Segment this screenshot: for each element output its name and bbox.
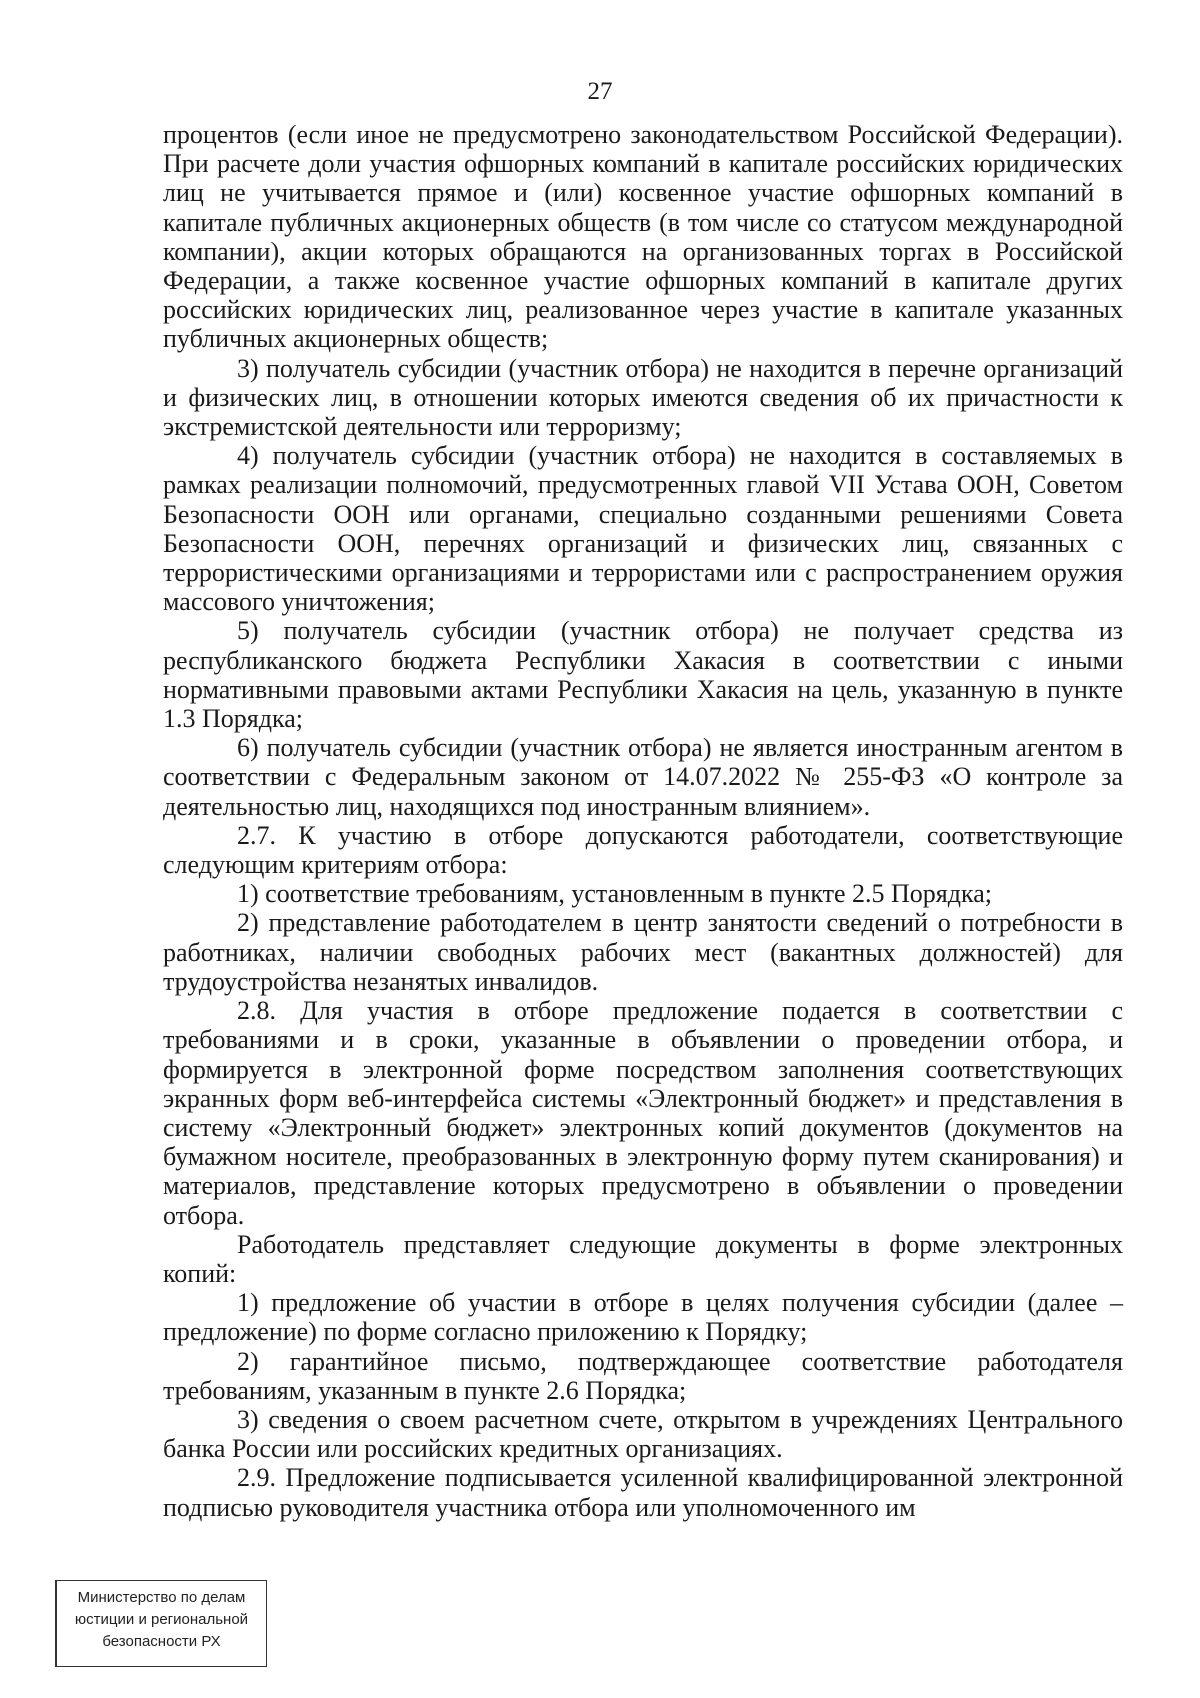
paragraph: 2.7. К участию в отборе допускаются работодатели, соответствующие следующим критериям отбора: [163,820,1123,880]
paragraph: 3) получатель субсидии (участник отбора) не находится в перечне организаций и физических лиц, в отношении которых имеются сведения об их причастности к экстремистской деятельности или терроризму; [163,353,1123,442]
paragraph: 3) сведения о своем расчетном счете, открытом в учреждениях Центрального банка России или российских кредитных организациях. [163,1404,1123,1464]
page-number: 27 [587,78,613,105]
paragraph: 2) представление работодателем в центр занятости сведений о потребности в работниках, наличии свободных рабочих мест (вакантных должностей) для трудоустройства незанятых инвалидов. [163,908,1123,996]
stamp-line: Министерство по делам [77,1589,246,1606]
paragraph: 6) получатель субсидии (участник отбора) не является иностранным агентом в соответствии с Федеральным законом от 14.07.2022 № 255-ФЗ «О контроле за деятельностью лиц, находящихся под иностранным влиянием». [163,733,1123,821]
paragraph: Работодатель представляет следующие документы в форме электронных копий: [163,1229,1123,1288]
paragraph: 1) предложение об участии в отборе в целях получения субсидии (далее – предложение) по форме согласно приложению к Порядку; [163,1288,1123,1347]
paragraph: 4) получатель субсидии (участник отбора) не находится в составляемых в рамках реализации полномочий, предусмотренных главой VII Устава ООН, Советом Безопасности ООН или органами, специально созданными решениями Совета Безопасности ООН, перечнях организаций и физических лиц, связанных с террористическими организациями и террористами или с распространением оружия массового уничтожения; [163,441,1123,617]
paragraph: процентов (если иное не предусмотрено законодательством Российской Федерации). При расчете доли участия офшорных компаний в капитале российских юридических лиц не учитывается прямое и (или) косвенное участие офшорных компаний в капитале публичных акционерных обществ (в том числе со статусом международной компании), акции которых обращаются на организованных торгах в Российской Федерации, а также косвенное участие офшорных компаний в капитале других российских юридических лиц, реализованное через участие в капитале указанных публичных акционерных обществ; [163,120,1123,354]
paragraph: 5) получатель субсидии (участник отбора) не получает средства из республиканского бюджета Республики Хакасия в соответствии с иными нормативными правовыми актами Республики Хакасия на цель, указанную в пункте 1.3 Порядка; [163,616,1123,734]
paragraph: 2.9. Предложение подписывается усиленной квалифицированной электронной подписью руководителя участника отбора или уполномоченного им [163,1463,1123,1522]
document-body [163,120,1123,1522]
paragraph: 2.8. Для участия в отборе предложение подается в соответствии с требованиями и в сроки, указанные в объявлении о проведении отбора, и формируется в электронной форме посредством заполнения соответствующих экранных форм веб-интерфейса системы «Электронный бюджет» и представления в систему «Электронный бюджет» электронных копий документов (документов на бумажном носителе, преобразованных в электронную форму путем сканирования) и материалов, представление которых предусмотрено в объявлении о проведении отбора. [163,996,1123,1230]
stamp-line: безопасности РХ [102,1633,221,1650]
paragraph: 2) гарантийное письмо, подтверждающее соответствие работодателя требованиям, указанным в пункте 2.6 Порядка; [163,1346,1123,1405]
paragraph: 1) соответствие требованиям, установленным в пункте 2.5 Порядка; [237,879,992,909]
stamp-line: юстиции и региональной [74,1611,249,1628]
ministry-stamp [55,1580,267,1667]
